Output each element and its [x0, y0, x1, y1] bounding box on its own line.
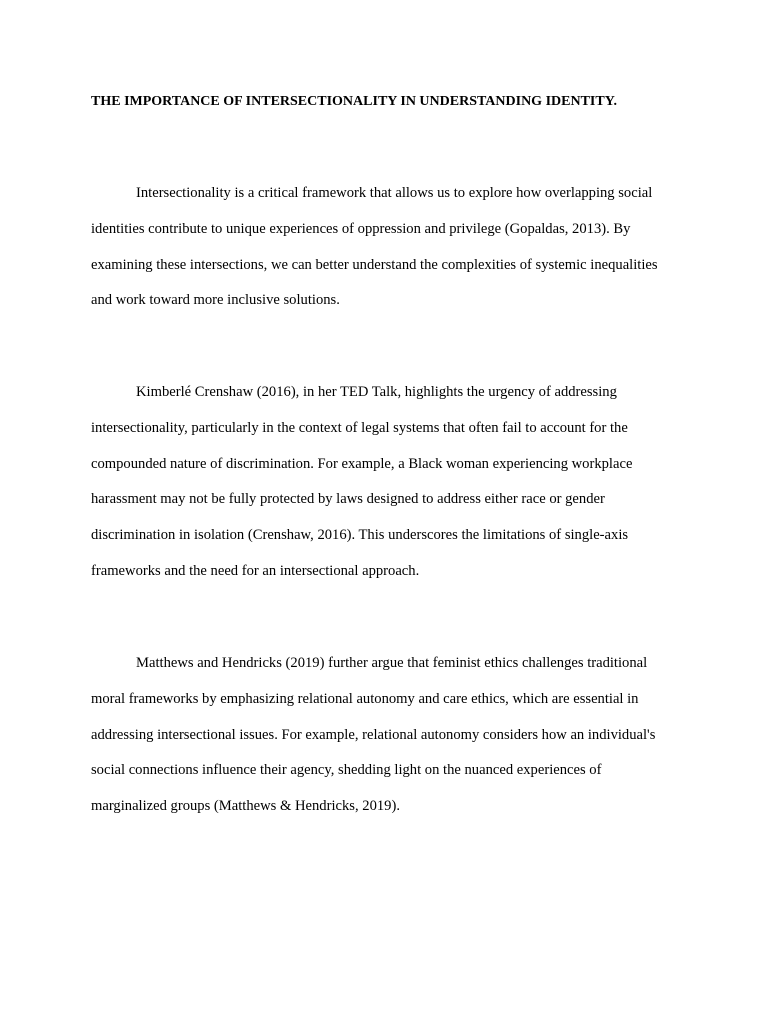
paragraph-line: intersectionality, particularly in the context of legal systems that often fail to account for the	[91, 419, 628, 436]
paragraph-line: harassment may not be fully protected by laws designed to address either race or gender	[91, 491, 605, 508]
paragraph-line: frameworks and the need for an intersectional approach.	[91, 562, 420, 579]
paragraph-line: examining these intersections, we can better understand the complexities of systemic inequalities	[91, 256, 658, 273]
paragraph-line: compounded nature of discrimination. For example, a Black woman experiencing workplace	[91, 455, 633, 472]
paragraph-intersectionality-intro	[91, 176, 691, 319]
paragraph-crenshaw	[91, 375, 691, 590]
paragraph-line: Kimberlé Crenshaw (2016), in her TED Talk, highlights the urgency of addressing	[136, 384, 617, 400]
document-title: THE IMPORTANCE OF INTERSECTIONALITY IN UNDERSTANDING IDENTITY.	[91, 94, 618, 109]
paragraph-line: moral frameworks by emphasizing relational autonomy and care ethics, which are essential in	[91, 690, 639, 707]
paragraph-line: identities contribute to unique experiences of oppression and privilege (Gopaldas, 2013). By	[91, 220, 631, 237]
paragraph-line: and work toward more inclusive solutions.	[91, 292, 340, 309]
paragraph-line: marginalized groups (Matthews & Hendricks, 2019).	[91, 798, 400, 814]
paragraph-line: addressing intersectional issues. For example, relational autonomy considers how an individual's	[91, 726, 656, 743]
paragraph-matthews-hendricks	[91, 646, 691, 825]
paragraph-line: Intersectionality is a critical framework that allows us to explore how overlapping social	[136, 185, 653, 201]
paragraph-line: social connections influence their agency, shedding light on the nuanced experiences of	[91, 762, 602, 779]
paragraph-line: Matthews and Hendricks (2019) further argue that feminist ethics challenges traditional	[136, 655, 648, 671]
paragraph-line: discrimination in isolation (Crenshaw, 2016). This underscores the limitations of single-axis	[91, 527, 629, 543]
